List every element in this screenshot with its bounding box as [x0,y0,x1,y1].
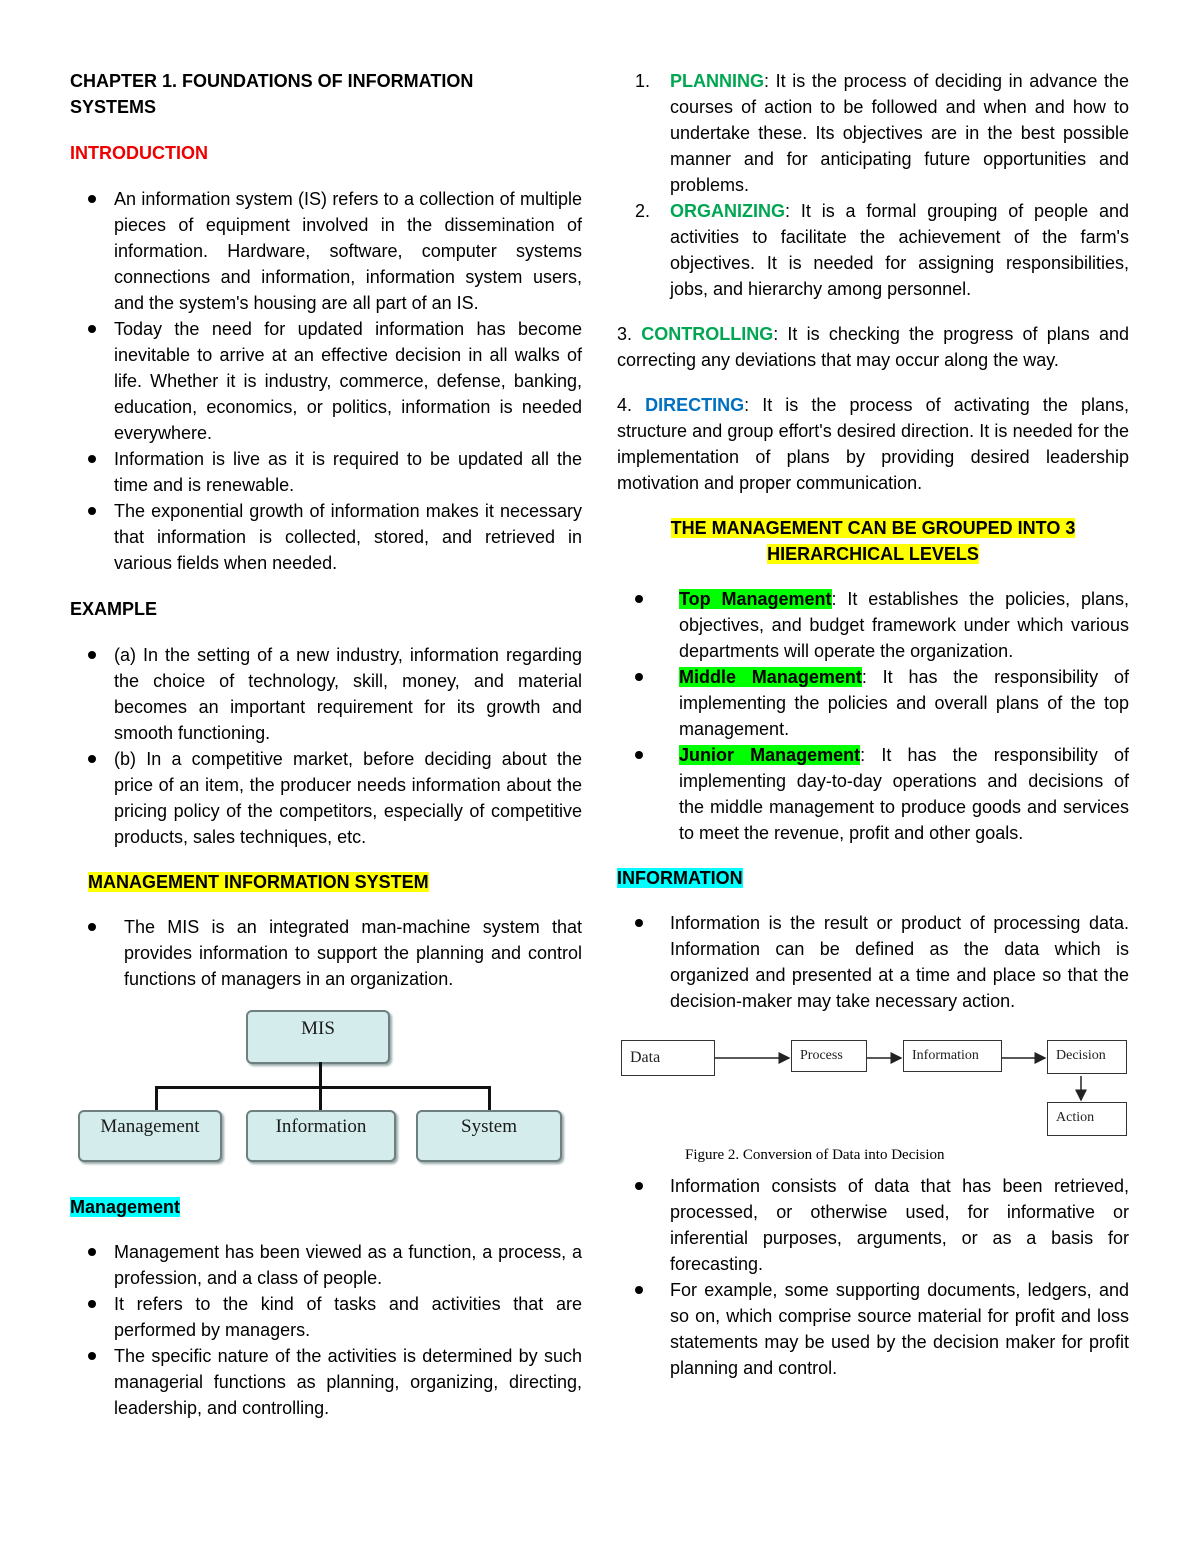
mis-list [70,914,582,992]
chapter-title: CHAPTER 1. FOUNDATIONS OF INFORMATION SYSTEMS [70,71,474,117]
information-heading: INFORMATION [617,868,743,888]
levels-heading: THE MANAGEMENT CAN BE GROUPED INTO 3 HIERARCHICAL LEVELS [670,518,1076,564]
connector-line [319,1062,322,1088]
list-item: The specific nature of the activities is determined by such managerial functions as planning, organizing, directing, leadership, and controlling. [70,1343,582,1421]
list-item: An information system (IS) refers to a collection of multiple pieces of equipment involved in the dissemination of information. Hardware, software, computer systems connections and information, information system users, and the system's housing are all part of an IS. [70,186,582,316]
list-item: 2. ORGANIZING: It is a formal grouping of people and activities to facilitate the achievement of the farm's objectives. It is needed for assigning responsibilities, jobs, and hierarchy among personnel. [635,201,1129,299]
level-name: Top Management [679,589,832,609]
list-item: Information is live as it is required to be updated all the time and is renewable. [70,446,582,498]
list-item: Today the need for updated information has become inevitable to arrive at an effective decision in all walks of life. Whether it is industry, commerce, defense, banking, education, economics, or politics, information is needed everywhere. [70,316,582,446]
list-item: It refers to the kind of tasks and activities that are performed by managers. [70,1291,582,1343]
list-item: 1. PLANNING: It is the process of deciding in advance the courses of action to be followed and when and how to undertake these. Its objectives are in the best possible manner and for anticipating future opportunities and problems. [635,71,1129,195]
connector-line [155,1086,490,1089]
left-column [70,68,582,1421]
mis-box: MIS [246,1010,390,1064]
example-heading: EXAMPLE [70,599,158,619]
directing-paragraph: 4. DIRECTING: It is the process of activating the plans, structure and group effort's desired direction. It is needed for the implementation of plans by providing desired leadership motivation and proper communication. [617,395,1129,493]
management-box: Management [78,1110,222,1162]
list-item: Top Management: It establishes the policies, plans, objectives, and budget framework under which various departments will operate the organization. [617,586,1129,664]
controlling-paragraph: 3. CONTROLLING: It is checking the progress of plans and correcting any deviations that may occur along the way. [617,324,1129,370]
list-item: The MIS is an integrated man-machine system that provides information to support the planning and control functions of managers in an organization. [70,914,582,992]
information-box: Information [903,1040,1002,1072]
connector-line [488,1086,491,1111]
function-name: PLANNING [670,71,764,91]
list-item: Management has been viewed as a function, a process, a profession, and a class of people. [70,1239,582,1291]
levels-list [617,586,1129,846]
right-column [617,68,1129,1381]
management-heading: Management [70,1197,181,1217]
mis-diagram [76,1010,588,1160]
function-name: DIRECTING [645,395,745,415]
list-item: Information consists of data that has been retrieved, processed, or otherwise used, for informative or inferential purposes, arguments, or as a basis for forecasting. [617,1173,1129,1277]
level-name: Junior Management [679,745,861,765]
list-item: The exponential growth of information makes it necessary that information is collected, stored, and retrieved in various fields when needed. [70,498,582,576]
connector-line [319,1086,322,1111]
list-item: (a) In the setting of a new industry, information regarding the choice of technology, skill, money, and material becomes an important requirement for its growth and smooth functioning. [70,642,582,746]
list-item: Information is the result or product of processing data. Information can be defined as the data which is organized and presented at a time and place so that the decision-maker may take necessary action. [617,910,1129,1014]
data-flow-diagram [617,1030,1129,1165]
figure-caption: Figure 2. Conversion of Data into Decision [685,1147,945,1163]
list-item: (b) In a competitive market, before deciding about the price of an item, the producer needs information about the pricing policy of the competitors, especially of competitive products, sales techniques, etc. [70,746,582,850]
introduction-heading: INTRODUCTION [70,143,208,163]
function-name: CONTROLLING [641,324,774,344]
decision-box: Decision [1047,1040,1127,1074]
example-list [70,642,582,850]
function-name: ORGANIZING [670,201,785,221]
management-list [70,1239,582,1421]
data-box: Data [621,1040,715,1076]
list-item: Middle Management: It has the responsibility of implementing the policies and overall plans of the top management. [617,664,1129,742]
process-box: Process [791,1040,867,1072]
information-list-2 [617,1173,1129,1381]
information-box: Information [246,1110,396,1162]
functions-list [617,68,1129,302]
mis-heading: MANAGEMENT INFORMATION SYSTEM [88,872,429,892]
level-name: Middle Management [679,667,862,687]
connector-line [155,1086,158,1111]
list-item: For example, some supporting documents, ledgers, and so on, which comprise source material for profit and loss statements may be used by the decision maker for profit planning and control. [617,1277,1129,1381]
action-box: Action [1047,1102,1127,1136]
introduction-list [70,186,582,576]
list-item: Junior Management: It has the responsibility of implementing day-to-day operations and decisions of the middle management to produce goods and services to meet the revenue, profit and other goals. [617,742,1129,846]
information-list [617,910,1129,1014]
system-box: System [416,1110,562,1162]
